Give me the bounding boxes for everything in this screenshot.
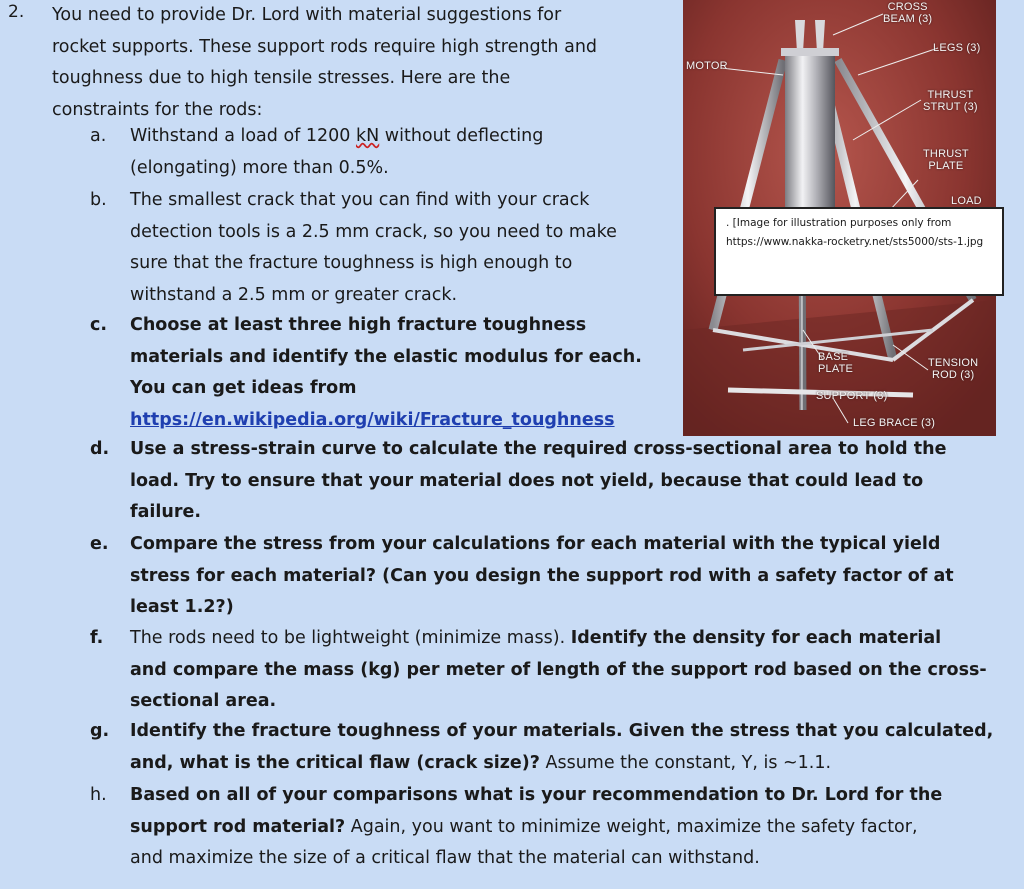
item-label: h. — [90, 785, 107, 805]
label-support: SUPPORT (3) — [816, 390, 888, 402]
item-text — [130, 716, 993, 779]
item-text — [130, 434, 947, 529]
question-intro — [52, 0, 672, 126]
item-line: Choose at least three high fracture toughness — [130, 315, 587, 335]
item-text-segment: The rods need to be lightweight (minimize mass). — [130, 628, 571, 648]
item-label: d. — [90, 439, 110, 459]
item-text — [130, 310, 642, 436]
item-line: load. Try to ensure that your material does not yield, because that could lead to — [130, 470, 924, 491]
item-line — [130, 812, 942, 844]
item-text — [130, 185, 617, 311]
item-line: The smallest crack that you can find with your crack — [130, 190, 590, 210]
label-load: LOAD — [951, 195, 982, 207]
item-line — [130, 748, 993, 780]
image-caption: . [Image for illustration purposes only from https://www.nakka-rocketry.net/sts5000/sts-1.jpg — [714, 207, 1004, 296]
item-text — [130, 529, 954, 624]
intro-line: constraints for the rods: — [52, 99, 263, 120]
item-label: f. — [90, 628, 104, 648]
label-cross-beam: CROSS BEAM (3) — [883, 1, 933, 25]
item-label: b. — [90, 190, 107, 210]
item-line: stress for each material? (Can you design the support rod with a safety factor of at — [130, 565, 954, 586]
item-text-segment: and, what is the critical flaw (crack size)? — [130, 752, 540, 773]
item-text-segment: Identify the density for each material — [570, 628, 942, 648]
item-text-segment: Withstand a load of 1200 — [130, 126, 356, 146]
intro-line: You need to provide Dr. Lord with material suggestions for — [52, 5, 562, 25]
item-line — [130, 121, 543, 153]
question-number: 2. — [8, 2, 25, 22]
unit-kn: kN — [355, 126, 380, 146]
item-text-segment: Again, you want to minimize weight, maximize the safety factor, — [345, 816, 918, 837]
item-text-segment: without deflecting — [379, 126, 544, 146]
wikipedia-link[interactable]: https://en.wikipedia.org/wiki/Fracture_toughness — [130, 409, 615, 430]
item-line: Based on all of your comparisons what is your recommendation to Dr. Lord for the — [130, 785, 943, 805]
label-leg-brace: LEG BRACE (3) — [853, 417, 936, 429]
label-legs: LEGS (3) — [933, 42, 981, 54]
item-line: least 1.2?) — [130, 597, 234, 617]
label-tension-rod: TENSION ROD (3) — [928, 357, 979, 381]
item-text — [130, 780, 942, 875]
item-line: and compare the mass (kg) per meter of length of the support rod based on the cross- — [130, 659, 987, 680]
label-motor: MOTOR — [686, 60, 728, 72]
item-label: g. — [90, 721, 110, 741]
item-text — [130, 623, 987, 718]
item-text — [130, 121, 543, 184]
item-line: You can get ideas from — [130, 378, 357, 398]
item-line: failure. — [130, 502, 202, 522]
item-text-segment: support rod material? — [130, 816, 346, 837]
label-thrust-strut: THRUST STRUT (3) — [923, 89, 978, 113]
item-line: withstand a 2.5 mm or greater crack. — [130, 284, 458, 305]
item-label: a. — [90, 126, 107, 146]
item-label: c. — [90, 315, 108, 335]
item-line: (elongating) more than 0.5%. — [130, 157, 389, 178]
intro-line: rocket supports. These support rods require high strength and — [52, 36, 598, 57]
item-line: sure that the fracture toughness is high enough to — [130, 253, 573, 273]
item-line: detection tools is a 2.5 mm crack, so you need to make — [130, 221, 617, 242]
item-line: and maximize the size of a critical flaw that the material can withstand. — [130, 848, 760, 868]
label-base-plate: BASE PLATE — [818, 351, 854, 375]
label-thrust-plate: THRUST PLATE — [923, 148, 969, 172]
intro-line: toughness due to high tensile stresses. Here are the — [52, 68, 511, 88]
item-line: Use a stress-strain curve to calculate the required cross-sectional area to hold the — [130, 439, 947, 459]
item-text-segment: Assume the constant, Y, is ~1.1. — [539, 752, 832, 773]
item-line: Compare the stress from your calculations for each material with the typical yield — [130, 534, 941, 554]
item-line — [130, 623, 987, 655]
item-label: e. — [90, 534, 109, 554]
item-line: sectional area. — [130, 691, 277, 711]
item-line: materials and identify the elastic modulus for each. — [130, 346, 642, 367]
item-line: Identify the fracture toughness of your materials. Given the stress that you calculated, — [130, 721, 994, 741]
